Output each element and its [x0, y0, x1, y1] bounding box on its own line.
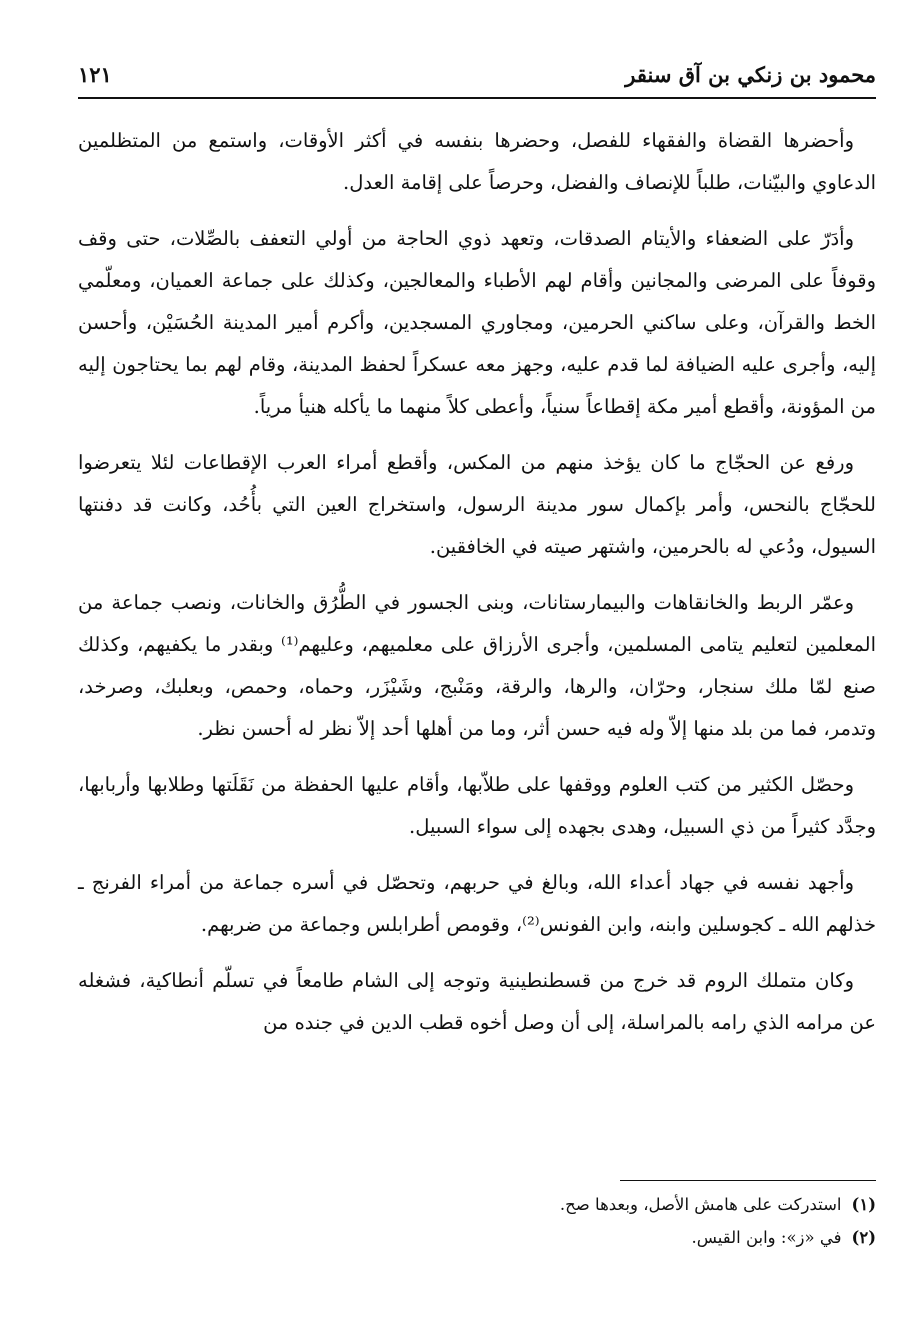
main-text — [78, 120, 876, 1058]
paragraph-1: وأحضرها القضاة والفقهاء للفصل، وحضرها بنفسه في أكثر الأوقات، واستمع من المتظلمين الدعاوي والبيّنات، طلباً للإنصاف والفضل، وحرصاً على إقامة العدل. — [78, 129, 876, 194]
paragraph-5: وحصّل الكثير من كتب العلوم ووقفها على طلاّبها، وأقام عليها الحفظة من نَقَلَتها وطلابها وأربابها، وجدَّد كثيراً من ذي السبيل، وهدى بجهده إلى سواء السبيل. — [78, 773, 876, 838]
footnote-text: في «ز»: وابن القيس. — [691, 1228, 842, 1247]
footnote-mark: (١) — [851, 1195, 876, 1214]
paragraph-7: وكان متملك الروم قد خرج من قسطنطينية وتوجه إلى الشام طامعاً في تسلّم أنطاكية، فشغله عن مرامه الذي رامه بالمراسلة، إلى أن وصل أخوه قطب الدين في جنده من — [78, 969, 876, 1034]
page-number: ١٢١ — [78, 62, 112, 87]
footnote-2 — [78, 1221, 876, 1254]
page-header — [78, 60, 876, 100]
paragraph-4: وعمّر الربط والخانقاهات والبيمارستانات، وبنى الجسور في الطُّرُق والخانات، ونصب جماعة من المعلمين لتعليم يتامى المسلمين، وأجرى الأرزاق على معلميهم، وعليهم⁽¹⁾ وبقدر ما يكفيهم، وكذلك صنع لمّا ملك سنجار، وحرّان، والرها، والرقة، ومَنْبج، وشَيْزَر، وحماه، وحمص، وبعلبك، وصرخد، وتدمر، فما من بلد منها إلاّ وله فيه حسن أثر، وما من أهلها أحد إلاّ نظر له أحسن نظر. — [78, 591, 876, 740]
paragraph-2: وأدَرّ على الضعفاء والأيتام الصدقات، وتعهد ذوي الحاجة من أولي التعفف بالصِّلات، حتى وقف وقوفاً على المرضى والمجانين وأقام لهم الأطباء والمعالجين، وكذلك على جماعة العميان، ومعلّمي الخط والقرآن، وعلى ساكني الحرمين، ومجاوري المسجدين، وأكرم أمير المدينة الحُسَيْن، وأحسن إليه، وأجرى عليه الضيافة لما قدم عليه، وجهز معه عسكراً لحفظ المدينة، وقام لهم بما يحتاجون إليه من المؤونة، وأقطع أمير مكة إقطاعاً سنياً، وأعطى كلاً منهما ما يأكله هنيأ مرياً. — [78, 227, 876, 418]
running-title: محمود بن زنكي بن آق سنقر — [625, 62, 876, 87]
footnote-text: استدركت على هامش الأصل، وبعدها صح. — [559, 1195, 842, 1214]
header-rule — [78, 97, 876, 99]
footnote-1 — [78, 1188, 876, 1221]
footnote-mark: (٢) — [851, 1228, 876, 1247]
footnotes — [78, 1188, 876, 1254]
footnote-rule — [620, 1180, 876, 1181]
paragraph-6: وأجهد نفسه في جهاد أعداء الله، وبالغ في حربهم، وتحصّل في أسره جماعة من أمراء الفرنج ـ خذلهم الله ـ كجوسلين وابنه، وابن الفونس⁽²⁾، وقومص أطرابلس وجماعة من ضربهم. — [78, 871, 876, 936]
paragraph-3: ورفع عن الحجّاج ما كان يؤخذ منهم من المكس، وأقطع أمراء العرب الإقطاعات لئلا يتعرضوا للحجّاج بالنحس، وأمر بإكمال سور مدينة الرسول، واستخراج العين التي بأُحُد، وكانت قد دفنتها السيول، ودُعي له بالحرمين، واشتهر صيته في الخافقين. — [78, 451, 876, 558]
